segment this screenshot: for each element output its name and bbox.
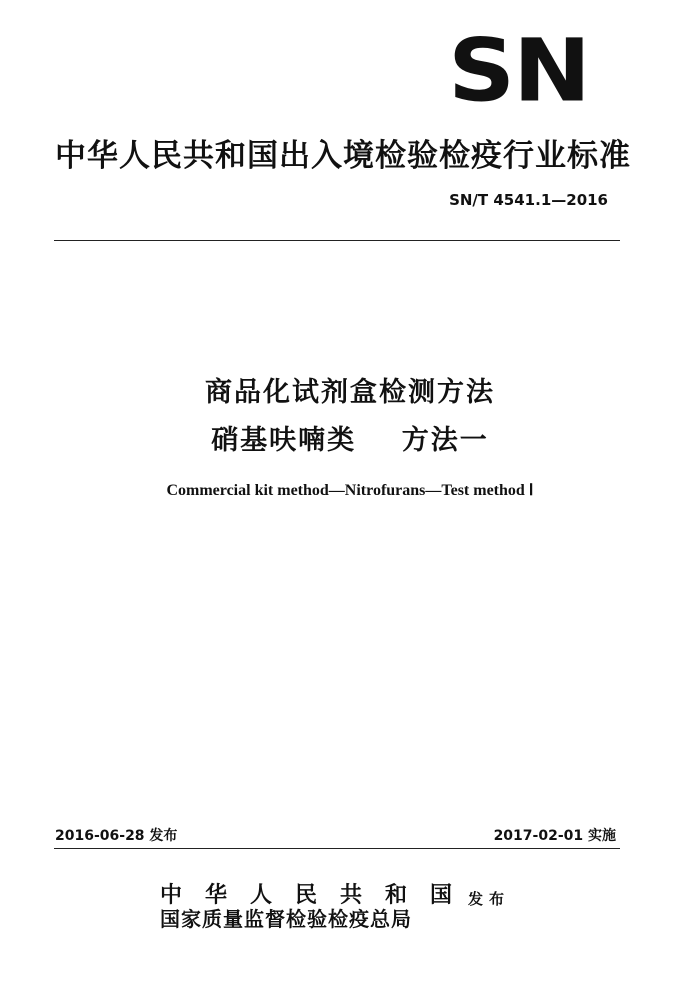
issuer-line2: 国家质量监督检验检疫总局 <box>160 907 412 931</box>
sn-logo: SN <box>448 20 590 122</box>
implement-date: 2017-02-01 实施 <box>493 828 616 844</box>
publish-date: 2016-06-28 发布 <box>55 828 178 844</box>
organization-heading: 中华人民共和国出入境检验检疫行业标准 <box>55 138 631 174</box>
document-title-line2: 硝基呋喃类 方法一 <box>211 425 489 456</box>
header-divider <box>54 240 620 241</box>
standard-number: SN/T 4541.1—2016 <box>449 191 608 209</box>
footer-divider <box>54 848 620 849</box>
english-title: Commercial kit method—Nitrofurans—Test method Ⅰ <box>166 482 534 499</box>
issuer-line1: 中华人民共和国 <box>160 883 476 908</box>
issue-label: 发布 <box>468 890 511 908</box>
document-title-line1: 商品化试剂盒检测方法 <box>205 377 495 408</box>
